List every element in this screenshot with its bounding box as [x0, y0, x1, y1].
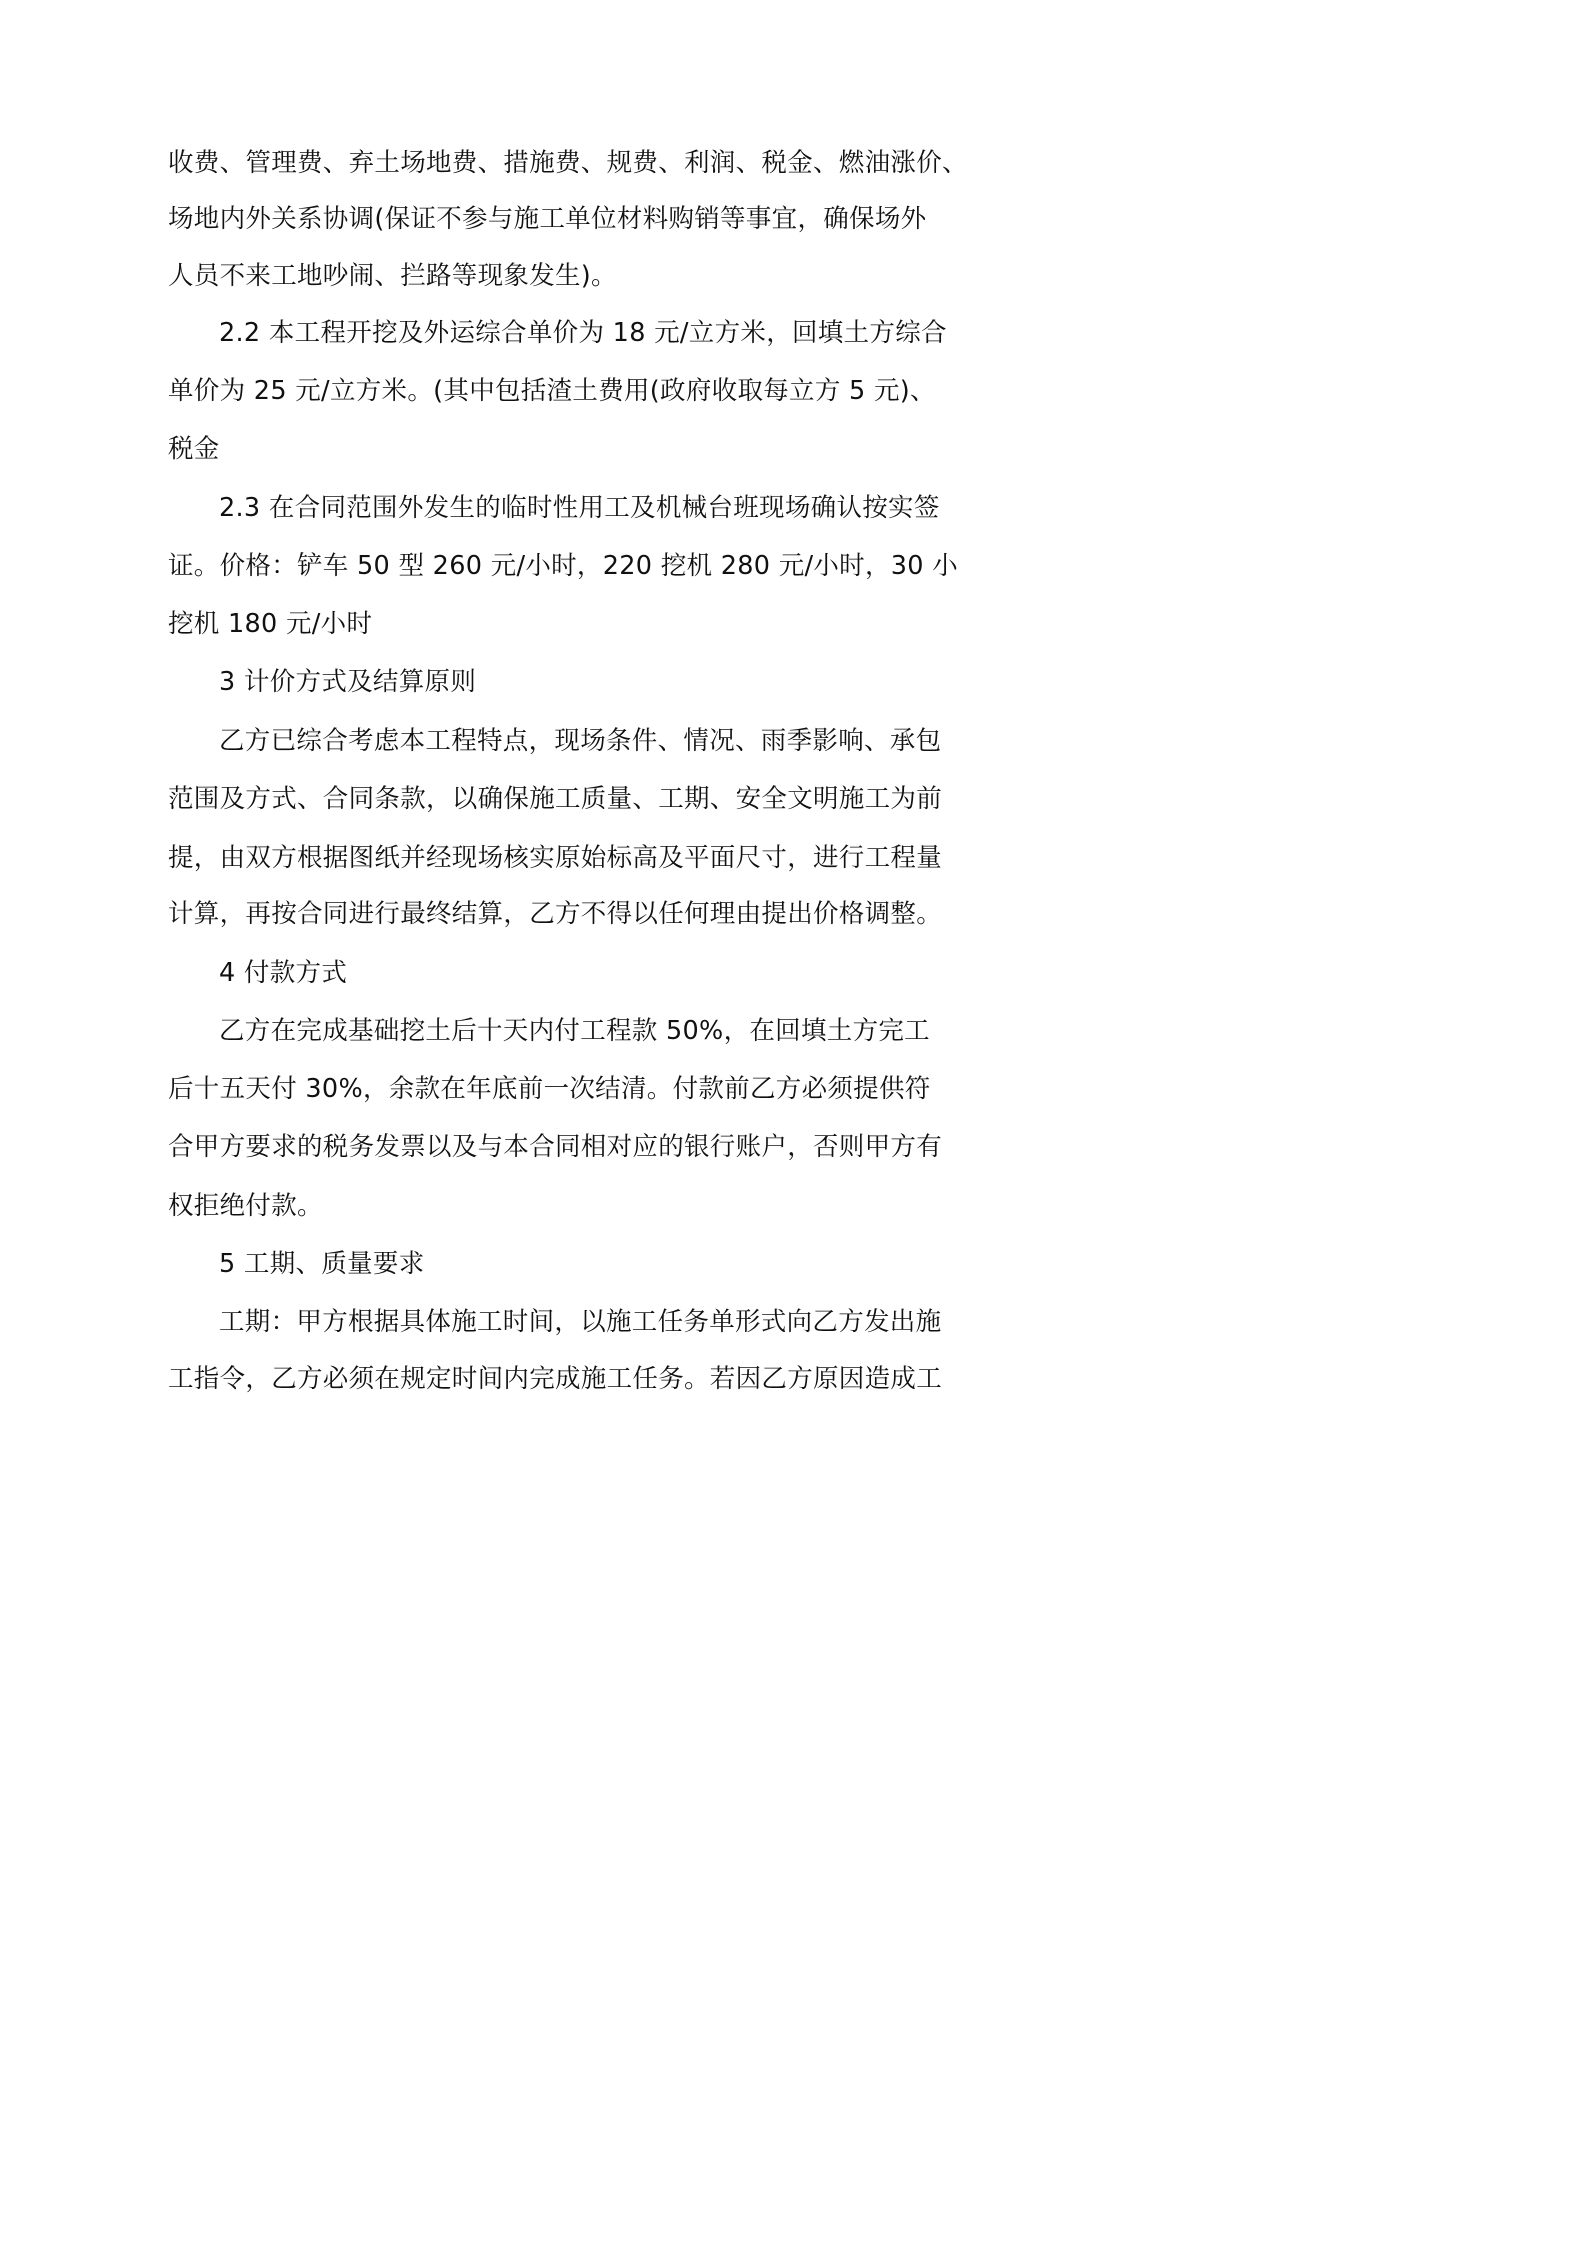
text-line: 提，由双方根据图纸并经现场核实原始标高及平面尺寸，进行工程量 [168, 843, 943, 873]
text-line: 范围及方式、合同条款，以确保施工质量、工期、安全文明施工为前 [168, 784, 943, 814]
text-line: 税金 [168, 434, 220, 464]
text-line: 乙方已综合考虑本工程特点，现场条件、情况、雨季影响、承包 [219, 726, 942, 756]
section-heading: 5 工期、质量要求 [219, 1249, 425, 1279]
text-line: 场地内外关系协调(保证不参与施工单位材料购销等事宜，确保场外 [168, 204, 927, 234]
text-line: 2.2 本工程开挖及外运综合单价为 18 元/立方米，回填土方综合 [219, 318, 947, 348]
text-line: 权拒绝付款。 [168, 1191, 323, 1221]
text-line: 人员不来工地吵闹、拦路等现象发生)。 [168, 261, 617, 291]
document-page [0, 0, 1100, 1556]
text-line: 收费、管理费、弃土场地费、措施费、规费、利润、税金、燃油涨价、 [168, 148, 968, 178]
section-heading: 4 付款方式 [219, 958, 348, 988]
text-line: 证。价格：铲车 50 型 260 元/小时，220 挖机 280 元/小时，30 小 [168, 551, 959, 581]
text-line: 后十五天付 30%，余款在年底前一次结清。付款前乙方必须提供符 [168, 1074, 931, 1104]
text-line: 工指令，乙方必须在规定时间内完成施工任务。若因乙方原因造成工 [168, 1364, 943, 1394]
text-line: 计算，再按合同进行最终结算，乙方不得以任何理由提出价格调整。 [168, 899, 943, 929]
section-heading: 3 计价方式及结算原则 [219, 667, 477, 697]
text-line: 工期：甲方根据具体施工时间，以施工任务单形式向乙方发出施 [219, 1307, 942, 1337]
text-line: 乙方在完成基础挖土后十天内付工程款 50%，在回填土方完工 [219, 1016, 930, 1046]
text-line: 挖机 180 元/小时 [168, 609, 373, 639]
text-line: 2.3 在合同范围外发生的临时性用工及机械台班现场确认按实签 [219, 493, 940, 523]
text-line: 单价为 25 元/立方米。(其中包括渣土费用(政府收取每立方 5 元)、 [168, 376, 936, 406]
text-line: 合甲方要求的税务发票以及与本合同相对应的银行账户，否则甲方有 [168, 1132, 943, 1162]
